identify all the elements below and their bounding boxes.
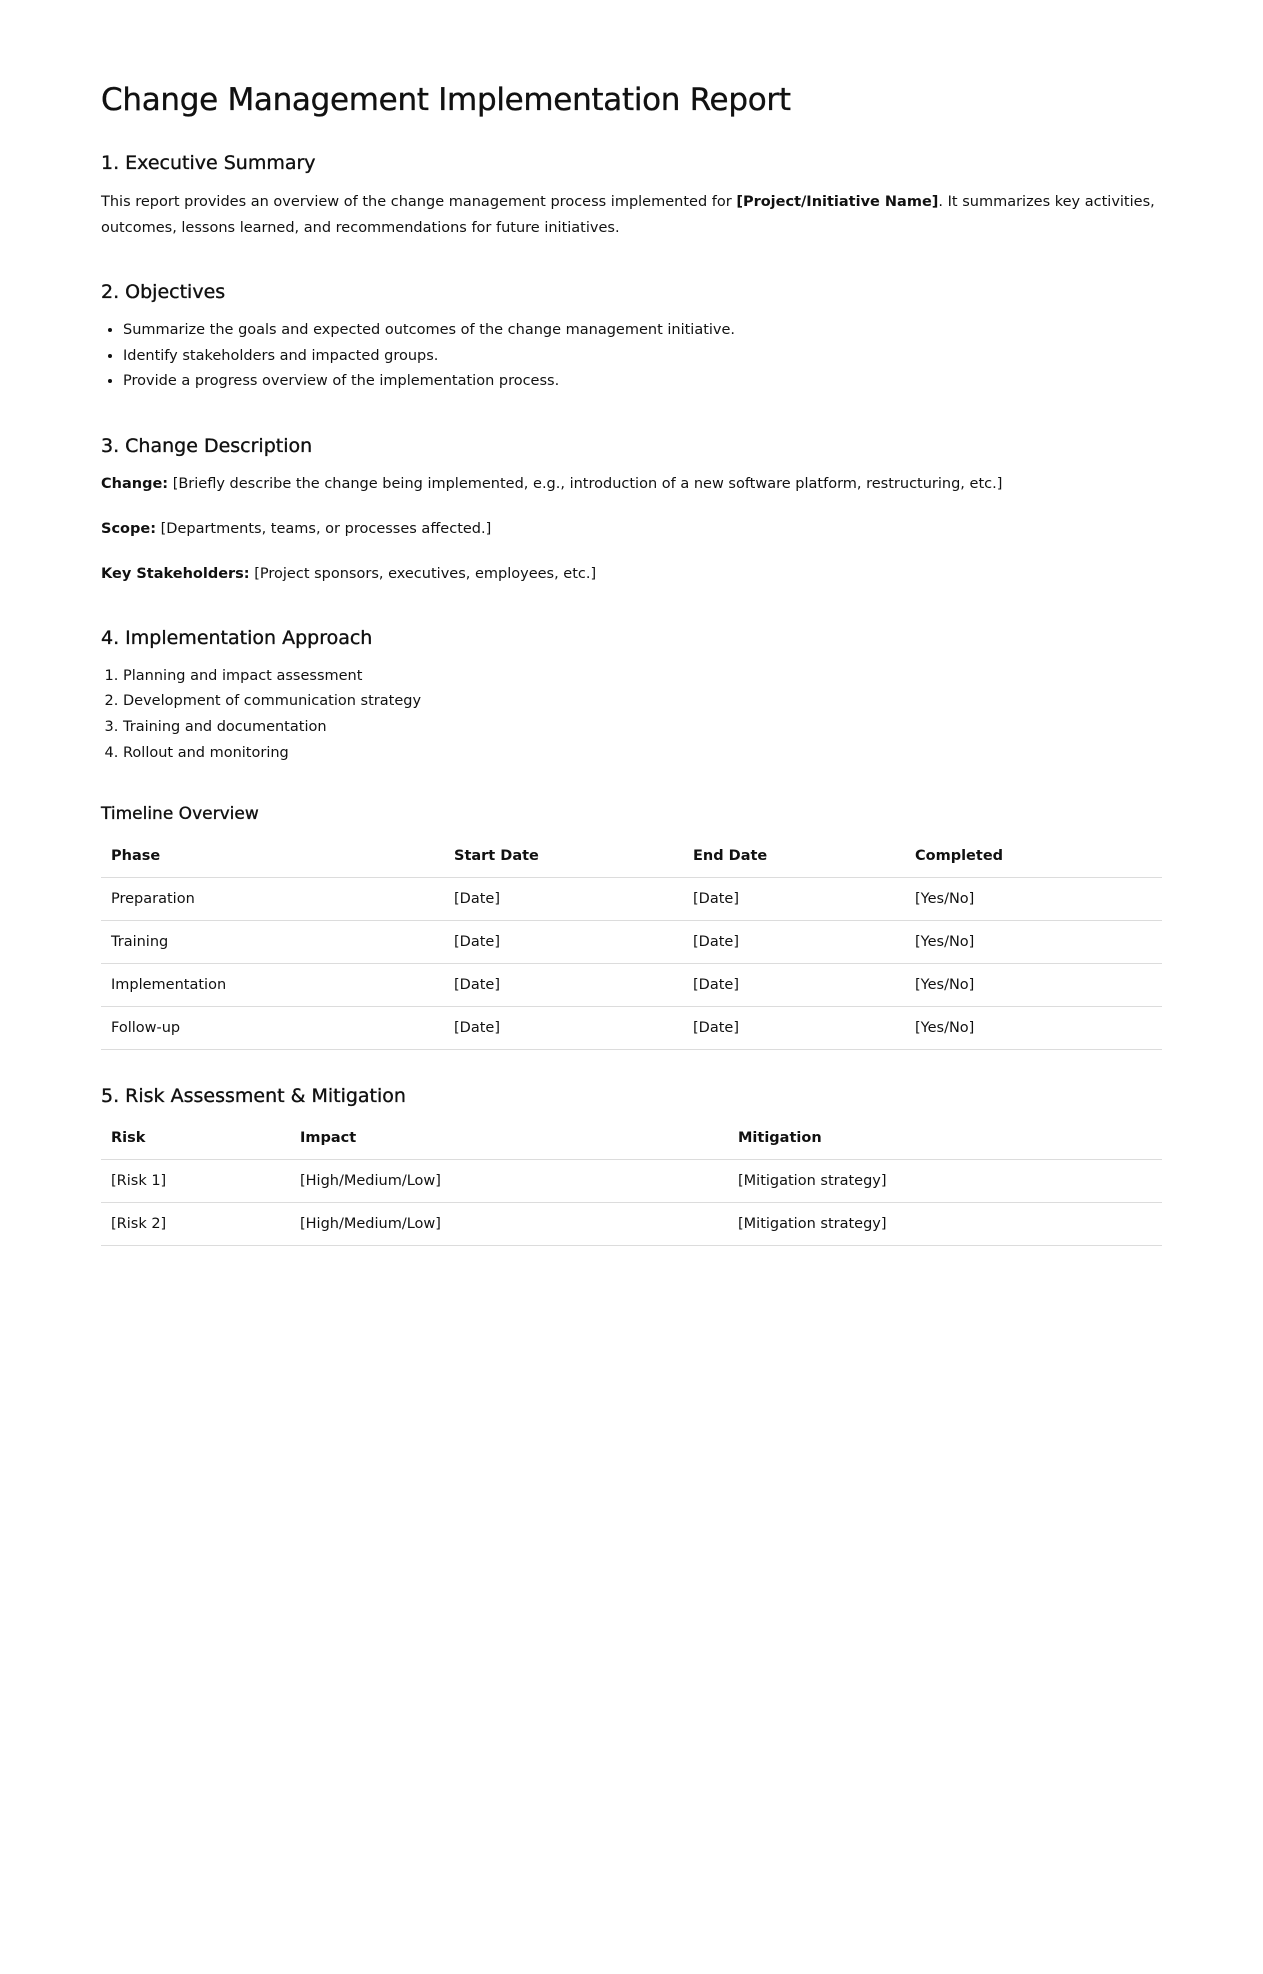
objectives-list	[101, 318, 1162, 395]
timeline-heading: Timeline Overview	[101, 804, 259, 825]
start-date-cell: [Date]	[444, 921, 683, 964]
table-row	[101, 921, 1162, 964]
phase-cell: Preparation	[101, 878, 444, 921]
table-row	[101, 1160, 1162, 1203]
change-description-section	[101, 433, 1162, 587]
executive-summary-text	[101, 189, 1162, 241]
column-header-completed: Completed	[905, 835, 1162, 878]
list-item: 1. Planning and impact assessment	[123, 664, 1162, 690]
list-item: 2. Development of communication strategy	[123, 689, 1162, 715]
table-row	[101, 1007, 1162, 1050]
risk-assessment-section	[101, 1083, 1162, 1246]
end-date-cell: [Date]	[683, 921, 905, 964]
completed-cell: [Yes/No]	[905, 878, 1162, 921]
list-item: 4. Rollout and monitoring	[123, 741, 1162, 767]
risk-table	[101, 1117, 1162, 1246]
scope-value: [Departments, teams, or processes affected.]	[156, 520, 492, 537]
table-header-row	[101, 835, 1162, 878]
list-item: 3. Training and documentation	[123, 715, 1162, 741]
end-date-cell: [Date]	[683, 878, 905, 921]
stakeholders-field	[101, 561, 1162, 587]
table-row	[101, 1203, 1162, 1246]
end-date-cell: [Date]	[683, 964, 905, 1007]
executive-summary-section	[101, 150, 1162, 241]
scope-field	[101, 516, 1162, 542]
list-item: • Provide a progress overview of the implementation process.	[123, 369, 1162, 395]
phase-cell: Training	[101, 921, 444, 964]
scope-label: Scope:	[101, 520, 157, 537]
change-field	[101, 471, 1162, 497]
risk-cell: [Risk 1]	[101, 1160, 290, 1203]
table-header-row	[101, 1117, 1162, 1160]
column-header-start-date: Start Date	[444, 835, 683, 878]
implementation-steps-list	[101, 664, 1162, 766]
column-header-mitigation: Mitigation	[728, 1117, 1162, 1160]
start-date-cell: [Date]	[444, 964, 683, 1007]
table-row	[101, 878, 1162, 921]
timeline-table	[101, 835, 1162, 1050]
mitigation-cell: [Mitigation strategy]	[728, 1160, 1162, 1203]
summary-text-before: This report provides an overview of the change management process implemented for	[101, 194, 737, 210]
completed-cell: [Yes/No]	[905, 1007, 1162, 1050]
table-row	[101, 964, 1162, 1007]
summary-text-after: . It summarizes key activities, outcomes, lessons learned, and recommendations for future initiatives.	[101, 194, 1155, 236]
objectives-heading: 2. Objectives	[101, 281, 226, 303]
risk-cell: [Risk 2]	[101, 1203, 290, 1246]
executive-summary-heading: 1. Executive Summary	[101, 152, 316, 174]
column-header-phase: Phase	[101, 835, 444, 878]
phase-cell: Implementation	[101, 964, 444, 1007]
objectives-section	[101, 279, 1162, 395]
change-label: Change:	[101, 475, 169, 492]
completed-cell: [Yes/No]	[905, 921, 1162, 964]
implementation-approach-heading: 4. Implementation Approach	[101, 626, 373, 649]
stakeholders-value: [Project sponsors, executives, employees, etc.]	[249, 565, 597, 582]
mitigation-cell: [Mitigation strategy]	[728, 1203, 1162, 1246]
change-description-heading: 3. Change Description	[101, 434, 313, 457]
end-date-cell: [Date]	[683, 1007, 905, 1050]
phase-cell: Follow-up	[101, 1007, 444, 1050]
report-page	[101, 0, 1162, 1246]
completed-cell: [Yes/No]	[905, 964, 1162, 1007]
impact-cell: [High/Medium/Low]	[290, 1160, 728, 1203]
implementation-approach-section	[101, 625, 1162, 1050]
list-item: • Summarize the goals and expected outcomes of the change management initiative.	[123, 318, 1162, 344]
impact-cell: [High/Medium/Low]	[290, 1203, 728, 1246]
column-header-end-date: End Date	[683, 835, 905, 878]
column-header-risk: Risk	[101, 1117, 290, 1160]
change-value: [Briefly describe the change being implemented, e.g., introduction of a new software platform, restructuring, etc.]	[168, 475, 1003, 492]
project-name-placeholder: [Project/Initiative Name]	[736, 194, 939, 210]
risk-assessment-heading: 5. Risk Assessment & Mitigation	[101, 1085, 406, 1108]
start-date-cell: [Date]	[444, 878, 683, 921]
start-date-cell: [Date]	[444, 1007, 683, 1050]
stakeholders-label: Key Stakeholders:	[101, 565, 250, 582]
column-header-impact: Impact	[290, 1117, 728, 1160]
page-title: Change Management Implementation Report	[101, 82, 791, 118]
list-item: • Identify stakeholders and impacted groups.	[123, 344, 1162, 370]
